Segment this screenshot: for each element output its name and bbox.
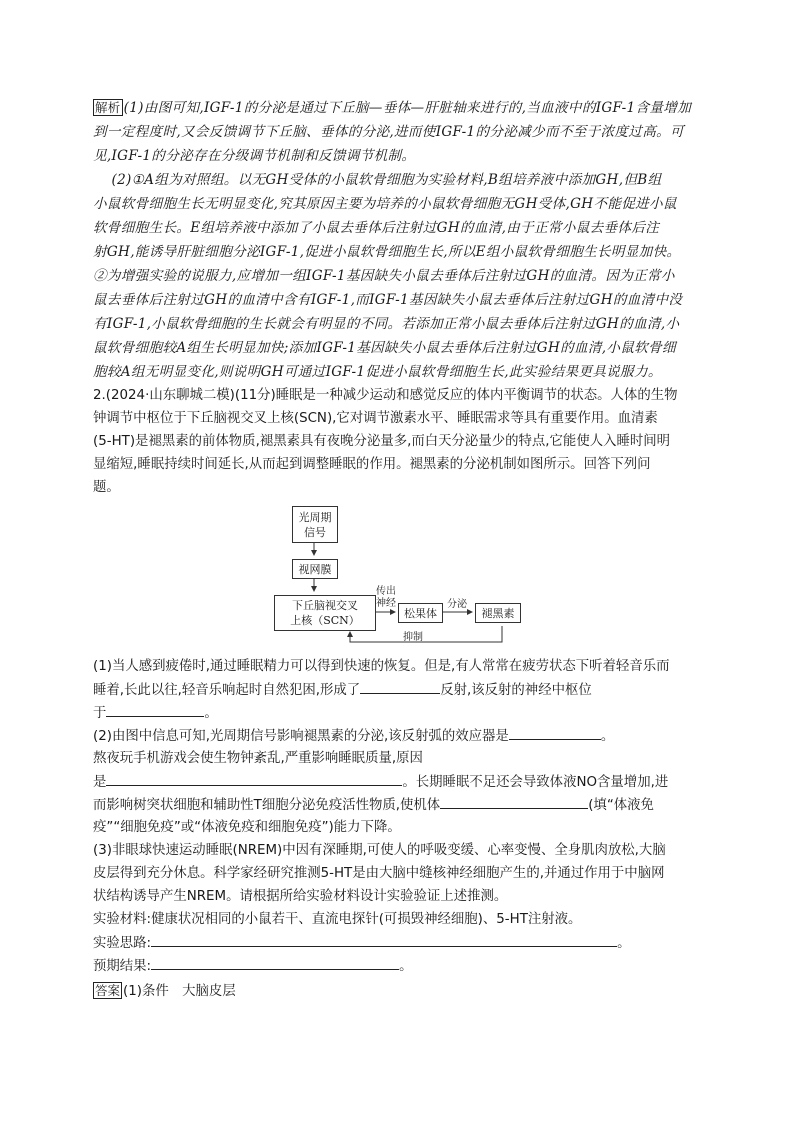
sub2-line-3: 是 。长期睡眠不足还会导致体液NO含量增加,进: [93, 771, 668, 794]
answer-tag: 答案: [95, 983, 121, 998]
box-retina: 视网膜: [292, 559, 338, 579]
answer-blank-experiment-idea[interactable]: [151, 932, 617, 947]
sub2-line-2: 熬夜玩手机游戏会使生物钟紊乱,严重影响睡眠质量,原因: [93, 751, 423, 766]
sub3-expect-line: 预期结果: 。: [93, 955, 412, 978]
label-inhibit: 抑制: [403, 632, 423, 643]
analysis-line-7: 射GH,能诱导肝脏细胞分泌IGF-1,促进小鼠软骨细胞生长,所以E组小鼠软骨细胞生长明显加快。: [93, 244, 681, 260]
question-line-2: 钟调节中枢位于下丘脑视交叉上核(SCN),它对调节激素水平、睡眠需求等具有重要作用。血清素: [93, 411, 658, 426]
analysis-line-11: 鼠软骨细胞较A组生长明显加快;添加IGF-1基因缺失小鼠去垂体后注射过GH的血清,小鼠软骨细: [93, 340, 676, 356]
answer-blank-reflex-type[interactable]: [360, 679, 440, 694]
sub1-line-1: (1)当人感到疲倦时,通过睡眠精力可以得到快速的恢复。但是,有人常常在疲劳状态下听着轻音乐而: [93, 659, 670, 674]
sub3-line-4: 实验材料:健康状况相同的小鼠若干、直流电探针(可损毁神经细胞)、5-HT注射液。: [93, 912, 582, 927]
analysis-line-9: 鼠去垂体后注射过GH的血清中含有IGF-1,而IGF-1基因缺失小鼠去垂体后注射过GH的血清中没: [93, 292, 683, 308]
analysis-line-6: 软骨细胞生长。E组培养液中添加了小鼠去垂体后注射过GH的血清,由于正常小鼠去垂体后注: [93, 220, 660, 236]
answer-blank-expected-result[interactable]: [151, 955, 399, 970]
box-melatonin: 褪黑素: [475, 603, 521, 623]
analysis-line-1: 解析 (1)由图可知,IGF-1的分泌是通过下丘脑—垂体—肝脏轴来进行的,当血液中的IGF-1含量增加: [95, 100, 692, 116]
box-photoperiod-signal: 光周期 信号: [292, 506, 338, 543]
analysis-line-12: 胞较A组无明显变化,则说明GH可通过IGF-1促进小鼠软骨细胞生长,此实验结果更具说服力。: [93, 364, 662, 380]
question-line-5: 题。: [93, 480, 120, 495]
sub2-line-4: 而影响树突状细胞和辅助性T细胞分泌免疫活性物质,使机体 (填“体液免: [93, 794, 654, 817]
box-pineal: 松果体: [398, 603, 443, 623]
sub3-line-2: 皮层得到充分休息。科学家经研究推测5-HT是由大脑中缝核神经细胞产生的,并通过作用于中脑网: [93, 866, 665, 881]
sub2-line-5: 疫”“细胞免疫”或“体液免疫和细胞免疫”)能力下降。: [93, 820, 401, 835]
sub3-idea-line: 实验思路: 。: [93, 932, 630, 955]
answer-blank-nerve-center[interactable]: [106, 702, 204, 717]
analysis-line-4: (2)①A组为对照组。以无GH受体的小鼠软骨细胞为实验材料,B组培养液中添加GH,但B组: [93, 172, 662, 188]
analysis-line-2: 到一定程度时,又会反馈调节下丘脑、垂体的分泌,进而使IGF-1的分泌减少而不至于浓度过高。可: [93, 124, 684, 140]
analysis-line-8: ②为增强实验的说服力,应增加一组IGF-1基因缺失小鼠去垂体后注射过GH的血清。因为正常小: [93, 268, 675, 284]
answer-line: 答案 (1)条件 大脑皮层: [95, 983, 236, 999]
question-line-4: 显缩短,睡眠持续时间延长,从而起到调整睡眠的作用。褪黑素的分泌机制如图所示。回答下列问: [93, 457, 651, 472]
answer-blank-reason[interactable]: [106, 771, 402, 786]
answer-blank-immunity[interactable]: [440, 794, 588, 809]
label-efferent-nerve: 传出 神经: [376, 586, 396, 609]
question-line-1: 2.(2024·山东聊城二模)(11分)睡眠是一种减少运动和感觉反应的体内平衡调节的状态。人体的生物: [93, 388, 678, 403]
melatonin-diagram: [270, 500, 530, 650]
sub2-line-1: (2)由图中信息可知,光周期信号影响褪黑素的分泌,该反射弧的效应器是 。: [93, 725, 614, 748]
analysis-line-10: 有IGF-1,小鼠软骨细胞的生长就会有明显的不同。若添加正常小鼠去垂体后注射过GH的血清,小: [93, 316, 680, 332]
analysis-line-5: 小鼠软骨细胞生长无明显变化,究其原因主要为培养的小鼠软骨细胞无GH受体,GH不能促进小鼠: [93, 196, 677, 212]
sub1-line-3: 于 。: [93, 702, 218, 725]
analysis-tag: 解析: [95, 100, 121, 115]
sub3-line-1: (3)非眼球快速运动睡眠(NREM)中因有深睡期,可使人的呼吸变缓、心率变慢、全身肌肉放松,大脑: [93, 843, 666, 858]
sub1-line-2: 睡着,长此以往,轻音乐响起时自然犯困,形成了 反射,该反射的神经中枢位: [93, 679, 592, 702]
sub3-line-3: 状结构诱导产生NREM。请根据所给实验材料设计实验验证上述推测。: [93, 889, 508, 904]
box-scn: 下丘脑视交叉 上核（SCN）: [274, 595, 376, 631]
analysis-line-3: 见,IGF-1的分泌存在分级调节机制和反馈调节机制。: [93, 148, 416, 164]
label-secrete: 分泌: [447, 599, 467, 610]
question-line-3: (5-HT)是褪黑素的前体物质,褪黑素具有夜晚分泌量多,而白天分泌量少的特点,它能使人入睡时间明: [93, 434, 671, 449]
answer-blank-effector[interactable]: [509, 725, 601, 740]
